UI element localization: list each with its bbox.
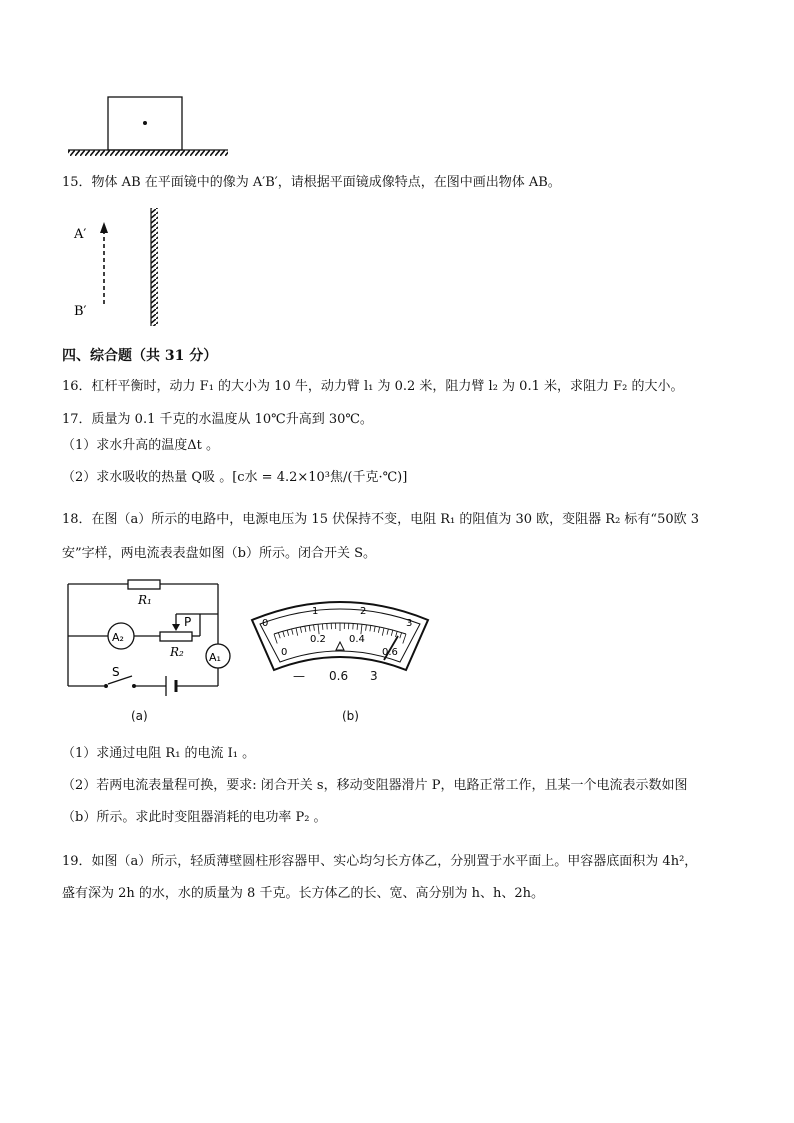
top-scale-2: 2 <box>360 606 367 617</box>
a2-label: A₂ <box>112 631 124 644</box>
bottom-scale-0: 0 <box>281 647 288 658</box>
mirror-figure <box>66 204 176 330</box>
r1-resistor <box>128 580 160 589</box>
caption-b: (b) <box>342 709 359 723</box>
terminal-minus: — <box>293 669 305 683</box>
switch-contact <box>132 684 136 688</box>
q18-line1: 18．在图（a）所示的电路中，电源电压为 15 伏保持不变，电阻 R₁ 的阻值为 30 欧，变阻器 R₂ 标有“50欧 3 <box>62 512 700 527</box>
r1-label: R₁ <box>138 593 152 607</box>
slider-p <box>172 624 180 631</box>
mirror-hatch <box>151 208 158 326</box>
switch-pivot <box>104 684 108 688</box>
bottom-scale-1: 0.2 <box>310 634 326 645</box>
s-label: S <box>112 665 120 679</box>
arrow-head <box>100 222 108 233</box>
bottom-scale-2: 0.4 <box>349 634 365 645</box>
caption-a: (a) <box>131 709 148 723</box>
q18-part1: （1）求通过电阻 R₁ 的电流 I₁ 。 <box>62 746 256 761</box>
a1-label: A₁ <box>209 651 221 664</box>
circuit-diagram <box>60 574 240 724</box>
scale-tick <box>322 624 323 630</box>
q15-text: 15．物体 AB 在平面镜中的像为 A′B′，请根据平面镜成像特点，在图中画出物体 AB。 <box>62 175 561 190</box>
q18-line2: 安”字样，两电流表表盘如图（b）所示。闭合开关 S。 <box>62 546 377 561</box>
terminal-3: 3 <box>370 669 378 683</box>
q17-text: 17．质量为 0.1 千克的水温度从 10℃升高到 30℃。 <box>62 412 373 427</box>
label-b-prime: B′ <box>74 304 87 319</box>
top-scale-0: 0 <box>262 618 269 629</box>
top-scale-1: 1 <box>312 606 319 617</box>
scale-tick <box>357 624 358 630</box>
q16-text: 16．杠杆平衡时，动力 F₁ 的大小为 10 牛，动力臂 l₁ 为 0.2 米，阻力臂 l₂ 为 0.1 米，求阻力 F₂ 的大小。 <box>62 379 684 394</box>
q19-line2: 盛有深为 2h 的水，水的质量为 8 千克。长方体乙的长、宽、高分别为 h、h、2h。 <box>62 886 544 901</box>
p-label: P <box>184 615 192 629</box>
ground-hatch <box>68 150 228 156</box>
block-on-ground-figure <box>60 90 240 162</box>
q18-part2-line2: （b）所示。求此时变阻器消耗的电功率 P₂ 。 <box>62 810 327 825</box>
q19-line1: 19．如图（a）所示，轻质薄壁圆柱形容器甲、实心均匀长方体乙，分别置于水平面上。甲容器底面积为 4h²， <box>62 854 698 869</box>
top-scale-3: 3 <box>406 618 413 629</box>
label-a-prime: A′ <box>74 227 87 242</box>
center-dot <box>143 121 147 125</box>
bottom-scale-3: 0.6 <box>382 647 398 658</box>
section-heading: 四、综合题（共 31 分） <box>62 348 218 364</box>
r2-label: R₂ <box>170 645 184 659</box>
q17-part1: （1）求水升高的温度Δt 。 <box>62 438 220 453</box>
r2-rheostat <box>160 632 192 641</box>
q17-part2: （2）求水吸收的热量 Q吸 。[c水 = 4.2×10³焦/(千克·℃)] <box>62 470 408 485</box>
terminal-06: 0.6 <box>329 669 349 683</box>
q18-part2-line1: （2）若两电流表量程可换，要求: 闭合开关 s，移动变阻器滑片 P，电路正常工作，且某一个电流表示数如图 <box>62 778 688 793</box>
